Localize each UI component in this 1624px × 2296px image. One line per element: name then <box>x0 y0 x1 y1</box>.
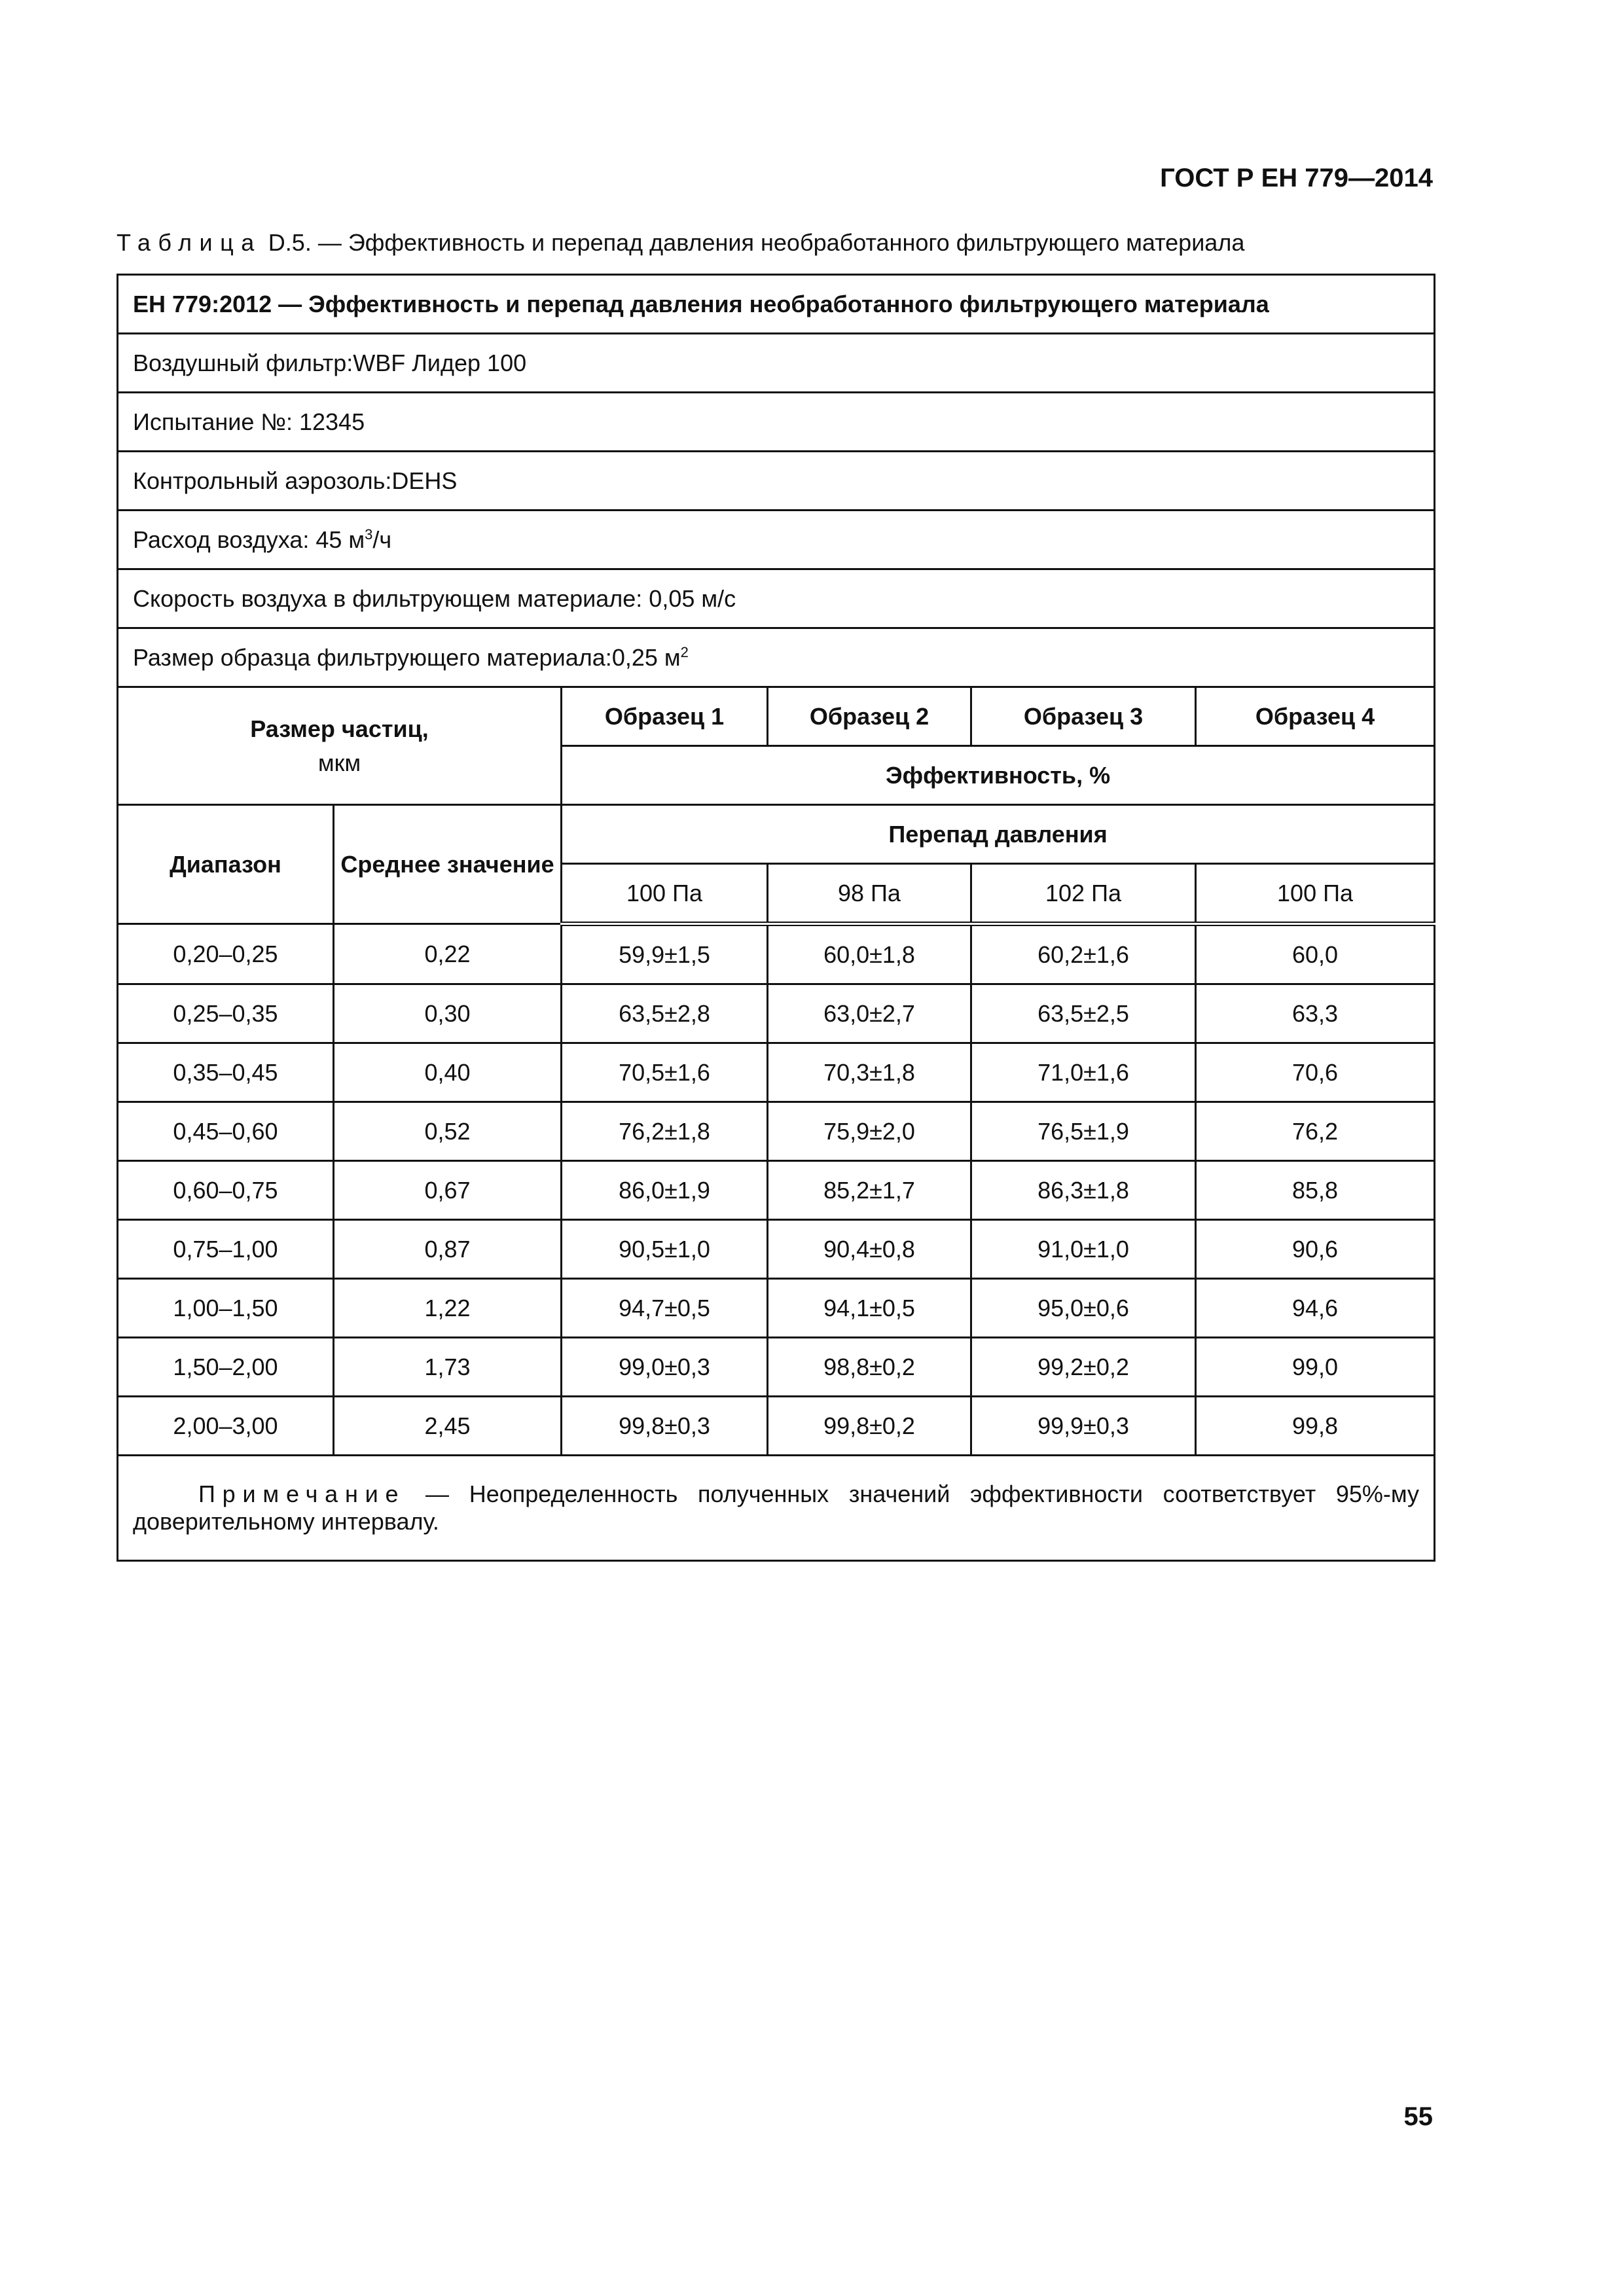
table-row <box>118 1397 1435 1456</box>
table-cell: 99,9±0,3 <box>971 1397 1196 1456</box>
sample-size-row <box>118 628 1435 687</box>
air-flow-tail: /ч <box>372 526 392 553</box>
pressure-drop-value: 100 Па <box>1196 864 1435 924</box>
table-cell: 1,50–2,00 <box>118 1338 334 1397</box>
mean-header: Среднее значение <box>334 805 562 924</box>
table-cell: 0,67 <box>334 1161 562 1220</box>
sample-header: Образец 3 <box>971 687 1196 746</box>
test-number-row: Испытание №: 12345 <box>118 393 1435 452</box>
table-cell: 94,7±0,5 <box>562 1279 768 1338</box>
aerosol-row: Контрольный аэрозоль:DEHS <box>118 452 1435 511</box>
range-header: Диапазон <box>118 805 334 924</box>
table-cell: 0,60–0,75 <box>118 1161 334 1220</box>
table-row <box>118 1279 1435 1338</box>
pressure-drop-header: Перепад давления <box>562 805 1435 864</box>
table-cell: 60,2±1,6 <box>971 924 1196 984</box>
table-cell: 2,00–3,00 <box>118 1397 334 1456</box>
sample-size-text: Размер образца фильтрующего материала:0,25 м <box>133 643 681 671</box>
sample-header: Образец 1 <box>562 687 768 746</box>
table-cell: 60,0±1,8 <box>768 924 971 984</box>
results-table <box>117 274 1435 1562</box>
table-row <box>118 1102 1435 1161</box>
table-title: ЕН 779:2012 — Эффективность и перепад давления необработанного фильтрующего материала <box>118 275 1435 334</box>
table-row <box>118 984 1435 1043</box>
table-cell: 90,5±1,0 <box>562 1220 768 1279</box>
note-label: Примечание <box>198 1480 406 1507</box>
table-cell: 99,8±0,3 <box>562 1397 768 1456</box>
table-cell: 0,75–1,00 <box>118 1220 334 1279</box>
table-cell: 0,40 <box>334 1043 562 1102</box>
table-cell: 76,2 <box>1196 1102 1435 1161</box>
document-code: ГОСТ Р ЕН 779—2014 <box>1160 164 1433 192</box>
particle-size-unit: мкм <box>317 749 361 776</box>
table-cell: 75,9±2,0 <box>768 1102 971 1161</box>
table-cell: 94,1±0,5 <box>768 1279 971 1338</box>
table-cell: 86,0±1,9 <box>562 1161 768 1220</box>
table-cell: 70,5±1,6 <box>562 1043 768 1102</box>
table-row <box>118 924 1435 984</box>
data-rows <box>118 924 1435 1456</box>
sample-size-sup: 2 <box>680 643 689 660</box>
caption-text: D.5. — Эффективность и перепад давления необработанного фильтрующего материала <box>261 229 1245 256</box>
table-cell: 99,0±0,3 <box>562 1338 768 1397</box>
table-cell: 90,6 <box>1196 1220 1435 1279</box>
table-cell: 1,22 <box>334 1279 562 1338</box>
sample-header: Образец 2 <box>768 687 971 746</box>
table-cell: 85,8 <box>1196 1161 1435 1220</box>
table-cell: 60,0 <box>1196 924 1435 984</box>
table-cell: 0,22 <box>334 924 562 984</box>
sample-header: Образец 4 <box>1196 687 1435 746</box>
table-cell: 0,20–0,25 <box>118 924 334 984</box>
table-cell: 0,52 <box>334 1102 562 1161</box>
table-note <box>118 1456 1435 1561</box>
table-cell: 70,6 <box>1196 1043 1435 1102</box>
table-cell: 59,9±1,5 <box>562 924 768 984</box>
table-cell: 99,8 <box>1196 1397 1435 1456</box>
page-number: 55 <box>1403 2102 1433 2131</box>
table-cell: 1,00–1,50 <box>118 1279 334 1338</box>
table-row <box>118 1043 1435 1102</box>
table-cell: 71,0±1,6 <box>971 1043 1196 1102</box>
pressure-drop-value: 102 Па <box>971 864 1196 924</box>
pressure-drop-value: 100 Па <box>562 864 768 924</box>
caption-prefix: Таблица <box>117 229 262 256</box>
table-cell: 63,5±2,5 <box>971 984 1196 1043</box>
table-row <box>118 1161 1435 1220</box>
particle-size-label: Размер частиц, <box>250 715 429 742</box>
table-cell: 86,3±1,8 <box>971 1161 1196 1220</box>
efficiency-header: Эффективность, % <box>562 746 1435 805</box>
table-cell: 0,30 <box>334 984 562 1043</box>
table-cell: 63,0±2,7 <box>768 984 971 1043</box>
air-flow-text: Расход воздуха: 45 м <box>133 526 365 553</box>
table-cell: 76,5±1,9 <box>971 1102 1196 1161</box>
note-text: — Неопределенность полученных значений эффективности соответствует 95%-му доверительному интервалу. <box>133 1480 1420 1535</box>
table-cell: 0,35–0,45 <box>118 1043 334 1102</box>
air-filter-row: Воздушный фильтр:WBF Лидер 100 <box>118 334 1435 393</box>
table-cell: 98,8±0,2 <box>768 1338 971 1397</box>
table-cell: 99,2±0,2 <box>971 1338 1196 1397</box>
table-cell: 1,73 <box>334 1338 562 1397</box>
table-cell: 95,0±0,6 <box>971 1279 1196 1338</box>
table-cell: 2,45 <box>334 1397 562 1456</box>
air-velocity-row: Скорость воздуха в фильтрующем материале: 0,05 м/с <box>118 569 1435 628</box>
table-row <box>118 1220 1435 1279</box>
table-cell: 94,6 <box>1196 1279 1435 1338</box>
table-caption <box>117 229 1244 257</box>
table-cell: 63,5±2,8 <box>562 984 768 1043</box>
table-cell: 0,45–0,60 <box>118 1102 334 1161</box>
air-flow-sup: 3 <box>365 526 373 543</box>
table-cell: 85,2±1,7 <box>768 1161 971 1220</box>
table-cell: 99,8±0,2 <box>768 1397 971 1456</box>
particle-size-header <box>118 687 562 805</box>
table-cell: 91,0±1,0 <box>971 1220 1196 1279</box>
table-cell: 70,3±1,8 <box>768 1043 971 1102</box>
table-cell: 76,2±1,8 <box>562 1102 768 1161</box>
table-cell: 90,4±0,8 <box>768 1220 971 1279</box>
table-cell: 0,25–0,35 <box>118 984 334 1043</box>
table-cell: 0,87 <box>334 1220 562 1279</box>
table-cell: 99,0 <box>1196 1338 1435 1397</box>
air-flow-row <box>118 511 1435 569</box>
pressure-drop-value: 98 Па <box>768 864 971 924</box>
table-row <box>118 1338 1435 1397</box>
table-cell: 63,3 <box>1196 984 1435 1043</box>
